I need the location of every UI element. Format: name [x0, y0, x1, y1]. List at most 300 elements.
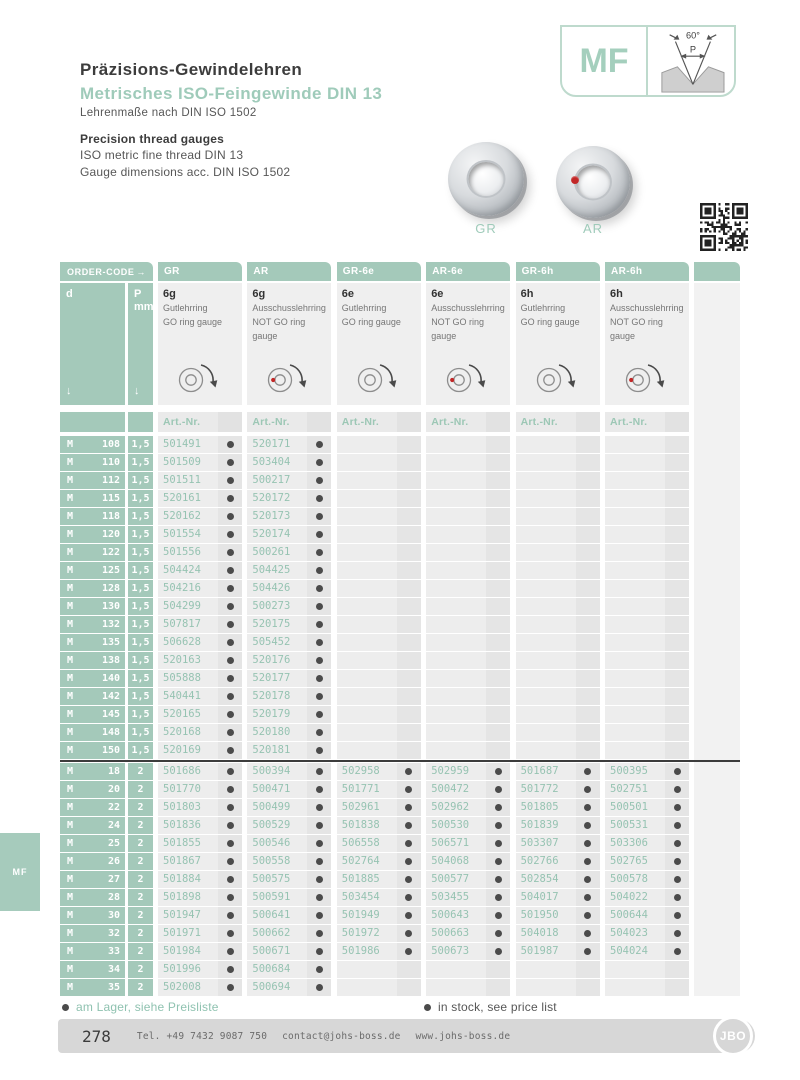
artnr-cell — [516, 706, 576, 723]
column-spec-ar-6e — [426, 283, 510, 405]
artnr-cell: 520171 — [247, 436, 307, 453]
stock-dot-icon — [227, 639, 234, 646]
artnr-cell — [605, 616, 665, 633]
stock-cell — [665, 634, 689, 651]
stock-cell — [218, 853, 242, 870]
artnr-cell — [426, 688, 486, 705]
stock-cell — [397, 598, 421, 615]
stock-dot-icon — [424, 1004, 431, 1011]
artnr-cell: 504024 — [605, 943, 665, 960]
stock-cell — [576, 616, 600, 633]
stock-cell — [218, 508, 242, 525]
artnr-cell — [337, 961, 397, 978]
artnr-cell — [426, 670, 486, 687]
notgo-ring-label: AR — [582, 221, 604, 236]
stock-cell — [218, 490, 242, 507]
stock-dot-icon — [316, 549, 323, 556]
stock-cell — [576, 670, 600, 687]
stock-dot-icon — [405, 768, 412, 775]
artnr-dot-cell — [576, 412, 600, 432]
stock-dot-icon — [227, 912, 234, 919]
stock-cell — [218, 889, 242, 906]
red-dot-mark — [450, 378, 454, 382]
stock-dot-icon — [495, 948, 502, 955]
stock-cell — [486, 781, 510, 798]
email: contact@johs-boss.de — [282, 1030, 401, 1042]
tolerance-class: 6h — [520, 288, 534, 300]
artnr-cell — [605, 454, 665, 471]
stock-cell — [307, 634, 331, 651]
artnr-dot-cell — [665, 412, 689, 432]
artnr-cell: 507817 — [158, 616, 218, 633]
artnr-cell — [605, 652, 665, 669]
artnr-cell — [605, 472, 665, 489]
row-pitch-cell: 1,5 — [128, 670, 153, 687]
artnr-cell: 504022 — [605, 889, 665, 906]
stock-cell — [576, 688, 600, 705]
stock-dot-icon — [584, 876, 591, 883]
stock-dot-icon — [227, 567, 234, 574]
size-value: 30 — [107, 910, 120, 921]
artnr-cell: 501898 — [158, 889, 218, 906]
stock-cell — [665, 454, 689, 471]
stock-dot-icon — [227, 822, 234, 829]
stock-dot-icon — [227, 948, 234, 955]
artnr-label: Art.-Nr. — [516, 412, 576, 432]
tolerance-class: 6g — [163, 288, 176, 300]
stock-cell — [218, 907, 242, 924]
artnr-cell: 504426 — [247, 580, 307, 597]
stock-cell — [486, 562, 510, 579]
rotation-direction-icon — [534, 361, 580, 395]
stock-cell — [218, 979, 242, 996]
artnr-cell — [426, 979, 486, 996]
stock-cell — [665, 799, 689, 816]
tolerance-class: 6e — [341, 288, 355, 300]
stock-cell — [307, 925, 331, 942]
artnr-cell — [605, 436, 665, 453]
row-size-cell — [60, 526, 125, 543]
legend — [60, 1000, 740, 1014]
stock-cell — [665, 835, 689, 852]
stock-cell — [397, 652, 421, 669]
artnr-cell: 501511 — [158, 472, 218, 489]
artnr-cell — [426, 490, 486, 507]
stock-cell — [576, 526, 600, 543]
artnr-cell: 504017 — [516, 889, 576, 906]
artnr-cell — [516, 652, 576, 669]
stock-dot-icon — [316, 585, 323, 592]
artnr-cell — [426, 616, 486, 633]
artnr-cell: 501867 — [158, 853, 218, 870]
artnr-cell — [516, 490, 576, 507]
stock-cell — [665, 961, 689, 978]
size-value: 148 — [101, 727, 120, 738]
stock-dot-icon — [316, 840, 323, 847]
artnr-cell: 501836 — [158, 817, 218, 834]
artnr-cell: 503404 — [247, 454, 307, 471]
stock-dot-icon — [227, 840, 234, 847]
size-value: 142 — [101, 691, 120, 702]
stock-cell — [397, 508, 421, 525]
artnr-cell: 500395 — [605, 763, 665, 780]
stock-cell — [576, 925, 600, 942]
stock-cell — [397, 562, 421, 579]
artnr-cell — [337, 652, 397, 669]
rotation-icon-wrap — [623, 361, 669, 400]
artnr-cell — [426, 454, 486, 471]
artnr-label: Art.-Nr. — [158, 412, 218, 432]
spare-column-strip — [694, 283, 740, 996]
artnr-cell: 506571 — [426, 835, 486, 852]
d-label: d — [66, 288, 73, 300]
stock-dot-icon — [316, 876, 323, 883]
stock-cell — [397, 943, 421, 960]
artnr-cell — [516, 436, 576, 453]
stock-dot-icon — [584, 894, 591, 901]
size-prefix: M — [67, 529, 74, 540]
gauge-name — [252, 302, 327, 344]
stock-cell — [218, 454, 242, 471]
size-value: 132 — [101, 619, 120, 630]
artnr-cell — [337, 598, 397, 615]
artnr-cell — [337, 508, 397, 525]
artnr-cell — [605, 688, 665, 705]
artnr-cell: 506628 — [158, 634, 218, 651]
stock-cell — [397, 580, 421, 597]
artnr-cell: 501556 — [158, 544, 218, 561]
stock-cell — [397, 634, 421, 651]
artnr-cell: 502765 — [605, 853, 665, 870]
thread-profile-icon — [648, 27, 734, 95]
size-prefix: M — [67, 784, 74, 795]
stock-dot-icon — [674, 948, 681, 955]
stock-dot-icon — [227, 930, 234, 937]
stock-dot-icon — [316, 894, 323, 901]
size-prefix: M — [67, 637, 74, 648]
artnr-cell: 501770 — [158, 781, 218, 798]
size-prefix: M — [67, 709, 74, 720]
artnr-cell — [426, 634, 486, 651]
stock-cell — [576, 871, 600, 888]
row-size-cell — [60, 835, 125, 852]
stock-cell — [307, 724, 331, 741]
stock-cell — [486, 652, 510, 669]
artnr-cell — [337, 490, 397, 507]
stock-cell — [576, 436, 600, 453]
row-pitch-cell: 1,5 — [128, 436, 153, 453]
artnr-cell: 500641 — [247, 907, 307, 924]
artnr-cell — [605, 634, 665, 651]
row-size-cell — [60, 616, 125, 633]
stock-dot-icon — [584, 804, 591, 811]
page-title: Präzisions-Gewindelehren — [80, 60, 303, 79]
size-prefix: M — [67, 745, 74, 756]
stock-cell — [397, 817, 421, 834]
row-pitch-cell: 1,5 — [128, 580, 153, 597]
qr-code — [700, 203, 748, 256]
artnr-cell — [516, 634, 576, 651]
stock-cell — [218, 688, 242, 705]
size-prefix: M — [67, 982, 74, 993]
p-column-header — [128, 283, 153, 405]
artnr-cell: 501838 — [337, 817, 397, 834]
artnr-cell — [426, 742, 486, 759]
stock-cell — [397, 763, 421, 780]
row-size-cell — [60, 580, 125, 597]
artnr-cell: 505888 — [158, 670, 218, 687]
page-header — [80, 60, 382, 180]
size-value: 32 — [107, 928, 120, 939]
row-pitch-cell: 1,5 — [128, 544, 153, 561]
artnr-cell: 500394 — [247, 763, 307, 780]
stock-cell — [486, 925, 510, 942]
stock-dot-icon — [316, 966, 323, 973]
stock-cell — [307, 454, 331, 471]
gauge-name — [342, 302, 417, 330]
size-prefix: M — [67, 673, 74, 684]
stock-cell — [665, 616, 689, 633]
stock-dot-icon — [316, 729, 323, 736]
stock-dot-icon — [495, 840, 502, 847]
artnr-cell: 500546 — [247, 835, 307, 852]
ring-bore — [576, 165, 610, 198]
stock-cell — [397, 979, 421, 996]
size-value: 28 — [107, 892, 120, 903]
row-size-cell — [60, 436, 125, 453]
size-prefix: M — [67, 838, 74, 849]
stock-dot-icon — [584, 858, 591, 865]
row-size-cell — [60, 634, 125, 651]
artnr-cell: 504299 — [158, 598, 218, 615]
stock-cell — [307, 688, 331, 705]
size-value: 145 — [101, 709, 120, 720]
stock-cell — [307, 871, 331, 888]
artnr-cell — [605, 562, 665, 579]
stock-dot-icon — [316, 930, 323, 937]
stock-dot-icon — [227, 747, 234, 754]
gauge-name-de: Gutlehrring — [163, 303, 208, 313]
gauge-name-de: Gutlehrring — [520, 303, 566, 313]
stock-cell — [397, 436, 421, 453]
row-size-cell — [60, 670, 125, 687]
stock-dot-icon — [227, 585, 234, 592]
artnr-cell: 502008 — [158, 979, 218, 996]
right-arrow-icon: → — [136, 266, 146, 277]
column-header-gr: GR — [158, 262, 242, 281]
artnr-cell: 520173 — [247, 508, 307, 525]
stock-dot-icon — [674, 894, 681, 901]
artnr-label: Art.-Nr. — [247, 412, 307, 432]
artnr-cell: 500558 — [247, 853, 307, 870]
stock-cell — [486, 742, 510, 759]
gauge-name-de: Ausschusslehrring — [252, 303, 326, 313]
column-header-gr-6e: GR-6e — [337, 262, 421, 281]
artnr-cell — [337, 580, 397, 597]
artnr-cell — [426, 652, 486, 669]
stock-cell — [218, 724, 242, 741]
artnr-cell: 501771 — [337, 781, 397, 798]
artnr-cell: 501554 — [158, 526, 218, 543]
stock-cell — [665, 742, 689, 759]
size-prefix: M — [67, 892, 74, 903]
stock-cell — [307, 853, 331, 870]
row-size-cell — [60, 817, 125, 834]
stock-cell — [307, 670, 331, 687]
spare-column-header — [694, 262, 740, 281]
stock-cell — [665, 670, 689, 687]
artnr-cell — [426, 436, 486, 453]
artnr-cell: 520161 — [158, 490, 218, 507]
stock-cell — [486, 616, 510, 633]
stock-cell — [218, 742, 242, 759]
artnr-cell — [426, 598, 486, 615]
stock-cell — [307, 562, 331, 579]
artnr-cell — [426, 724, 486, 741]
row-pitch-cell: 2 — [128, 871, 153, 888]
artnr-dot-cell — [397, 412, 421, 432]
stock-cell — [397, 454, 421, 471]
stock-dot-icon — [316, 804, 323, 811]
stock-cell — [397, 688, 421, 705]
stock-dot-icon — [405, 876, 412, 883]
artnr-cell: 504068 — [426, 853, 486, 870]
stock-cell — [397, 871, 421, 888]
artnr-cell: 502751 — [605, 781, 665, 798]
stock-dot-icon — [674, 876, 681, 883]
artnr-cell — [516, 454, 576, 471]
stock-dot-icon — [316, 657, 323, 664]
artnr-cell — [516, 688, 576, 705]
stock-dot-icon — [495, 858, 502, 865]
row-pitch-cell: 1,5 — [128, 454, 153, 471]
size-value: 34 — [107, 964, 120, 975]
stock-dot-icon — [227, 729, 234, 736]
stock-cell — [307, 436, 331, 453]
size-prefix: M — [67, 928, 74, 939]
stock-dot-icon — [584, 768, 591, 775]
stock-cell — [665, 526, 689, 543]
row-pitch-cell: 1,5 — [128, 526, 153, 543]
size-value: 35 — [107, 982, 120, 993]
stock-cell — [576, 961, 600, 978]
stock-dot-icon — [316, 675, 323, 682]
stock-cell — [307, 526, 331, 543]
size-prefix: M — [67, 820, 74, 831]
rotation-icon-wrap — [534, 361, 580, 400]
stock-cell — [665, 925, 689, 942]
artnr-cell: 500673 — [426, 943, 486, 960]
stock-cell — [665, 544, 689, 561]
artnr-label: Art.-Nr. — [605, 412, 665, 432]
artnr-cell: 504424 — [158, 562, 218, 579]
stock-dot-icon — [227, 477, 234, 484]
size-value: 26 — [107, 856, 120, 867]
pitch-section-divider — [60, 760, 740, 762]
artnr-cell — [516, 961, 576, 978]
stock-cell — [397, 889, 421, 906]
stock-dot-icon — [584, 912, 591, 919]
stock-dot-icon — [584, 840, 591, 847]
stock-dot-icon — [227, 858, 234, 865]
stock-cell — [486, 835, 510, 852]
stock-cell — [397, 616, 421, 633]
artnr-cell: 504425 — [247, 562, 307, 579]
row-size-cell — [60, 472, 125, 489]
size-prefix: M — [67, 946, 74, 957]
artnr-cell — [605, 544, 665, 561]
size-value: 22 — [107, 802, 120, 813]
artnr-cell: 503307 — [516, 835, 576, 852]
stock-cell — [397, 526, 421, 543]
artnr-cell: 500530 — [426, 817, 486, 834]
stock-cell — [665, 907, 689, 924]
row-pitch-cell: 2 — [128, 781, 153, 798]
artnr-cell — [337, 472, 397, 489]
size-prefix: M — [67, 856, 74, 867]
stock-dot-icon — [316, 711, 323, 718]
size-prefix: M — [67, 910, 74, 921]
stock-dot-icon — [405, 912, 412, 919]
artnr-cell: 502962 — [426, 799, 486, 816]
stock-cell — [665, 436, 689, 453]
row-size-cell — [60, 979, 125, 996]
artnr-cell — [426, 508, 486, 525]
page-subtitle: Metrisches ISO-Feingewinde DIN 13 — [80, 84, 383, 103]
row-size-cell — [60, 871, 125, 888]
size-value: 20 — [107, 784, 120, 795]
stock-cell — [576, 742, 600, 759]
stock-cell — [307, 979, 331, 996]
stock-dot-icon — [227, 513, 234, 520]
artnr-cell: 501839 — [516, 817, 576, 834]
artnr-cell: 520174 — [247, 526, 307, 543]
stock-cell — [665, 853, 689, 870]
notgo-ring-gauge-photo — [556, 146, 630, 218]
red-dot-mark — [271, 378, 275, 382]
artnr-cell — [516, 616, 576, 633]
artnr-cell: 540441 — [158, 688, 218, 705]
rotation-icon-wrap — [355, 361, 401, 400]
artnr-cell — [516, 670, 576, 687]
rotation-icon-wrap — [176, 361, 222, 400]
go-ring-gauge-photo — [448, 142, 524, 216]
artnr-row-size-block — [60, 412, 125, 432]
artnr-cell: 500472 — [426, 781, 486, 798]
stock-cell — [486, 853, 510, 870]
row-size-cell — [60, 907, 125, 924]
artnr-cell: 504216 — [158, 580, 218, 597]
stock-cell — [665, 508, 689, 525]
stock-cell — [307, 490, 331, 507]
stock-dot-icon — [405, 840, 412, 847]
row-size-cell — [60, 943, 125, 960]
stock-cell — [397, 472, 421, 489]
stock-dot-icon — [495, 876, 502, 883]
row-pitch-cell: 1,5 — [128, 598, 153, 615]
go-ring-label: GR — [475, 221, 497, 236]
stock-dot-icon — [405, 948, 412, 955]
down-arrow-icon: ↓ — [134, 385, 140, 397]
phone: Tel. +49 7432 9087 750 — [136, 1030, 268, 1042]
stock-dot-icon — [316, 495, 323, 502]
stock-cell — [665, 472, 689, 489]
artnr-cell: 501972 — [337, 925, 397, 942]
rotation-direction-icon — [355, 361, 401, 395]
artnr-cell — [337, 979, 397, 996]
size-prefix: M — [67, 511, 74, 522]
stock-cell — [307, 508, 331, 525]
